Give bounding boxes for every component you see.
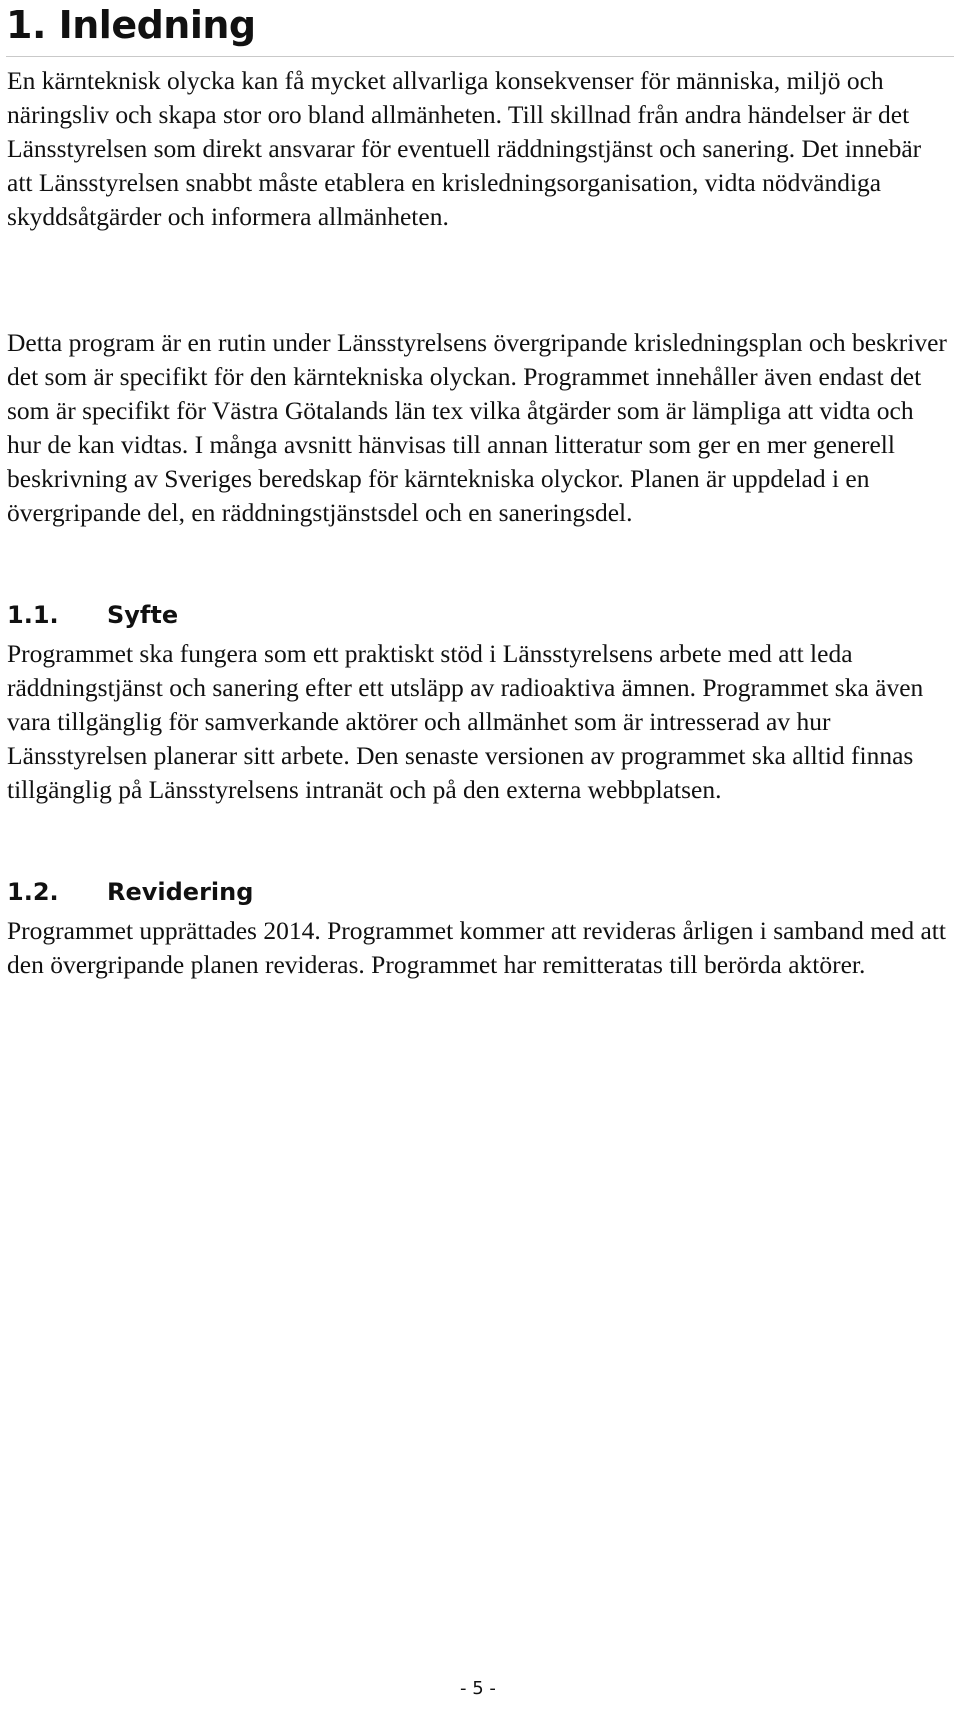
chapter-heading: 1. Inledning <box>6 3 256 47</box>
section-title: Revidering <box>107 878 254 906</box>
section-paragraph-syfte: Programmet ska fungera som ett praktiskt stöd i Länsstyrelsens arbete med att leda räddningstjänst och sanering efter ett utsläpp av radioaktiva ämnen. Programmet ska även vara tillgänglig för samverkande aktörer och allmänhet som är intresserad av hur Länsstyrelsen planerar sitt arbete. Den senaste versionen av programmet ska alltid finnas tillgänglig på Länsstyrelsens intranät och på den externa webbplatsen. <box>7 639 924 804</box>
page-footer <box>0 1675 960 1703</box>
intro-paragraph-1: En kärnteknisk olycka kan få mycket allvarliga konsekvenser för människa, miljö och näringsliv och skapa stor oro bland allmänheten. Till skillnad från andra händelser är det Länsstyrelsen som direkt ansvarar för eventuell räddningstjänst och sanering. Det innebär att Länsstyrelsen snabbt måste etablera en krisledningsorganisation, vidta nödvändiga skyddsåtgärder och informera allmänheten. <box>7 66 922 231</box>
heading-divider <box>6 56 954 57</box>
section-heading-revidering <box>7 875 253 909</box>
section-paragraph-revidering: Programmet upprättades 2014. Programmet kommer att revideras årligen i samband med att den övergripande planen revideras. Programmet har remitteratas till berörda aktörer. <box>7 916 946 979</box>
section-title: Syfte <box>107 601 179 629</box>
intro-paragraph-2: Detta program är en rutin under Länsstyrelsens övergripande krisledningsplan och beskriver det som är specifikt för den kärntekniska olyckan. Programmet innehåller även endast det som är specifikt för Västra Götalands län tex vilka åtgärder som är lämpliga att vidta och hur de kan vidtas. I många avsnitt hänvisas till annan litteratur som ger en mer generell beskrivning av Sveriges beredskap för kärntekniska olyckor. Planen är uppdelad i en övergripande del, en räddningstjänstsdel och en saneringsdel. <box>7 328 947 527</box>
page-number: - 5 - <box>460 1678 496 1699</box>
section-number: 1.1. <box>7 601 59 629</box>
section-number: 1.2. <box>7 878 59 906</box>
section-heading-syfte <box>7 598 178 632</box>
